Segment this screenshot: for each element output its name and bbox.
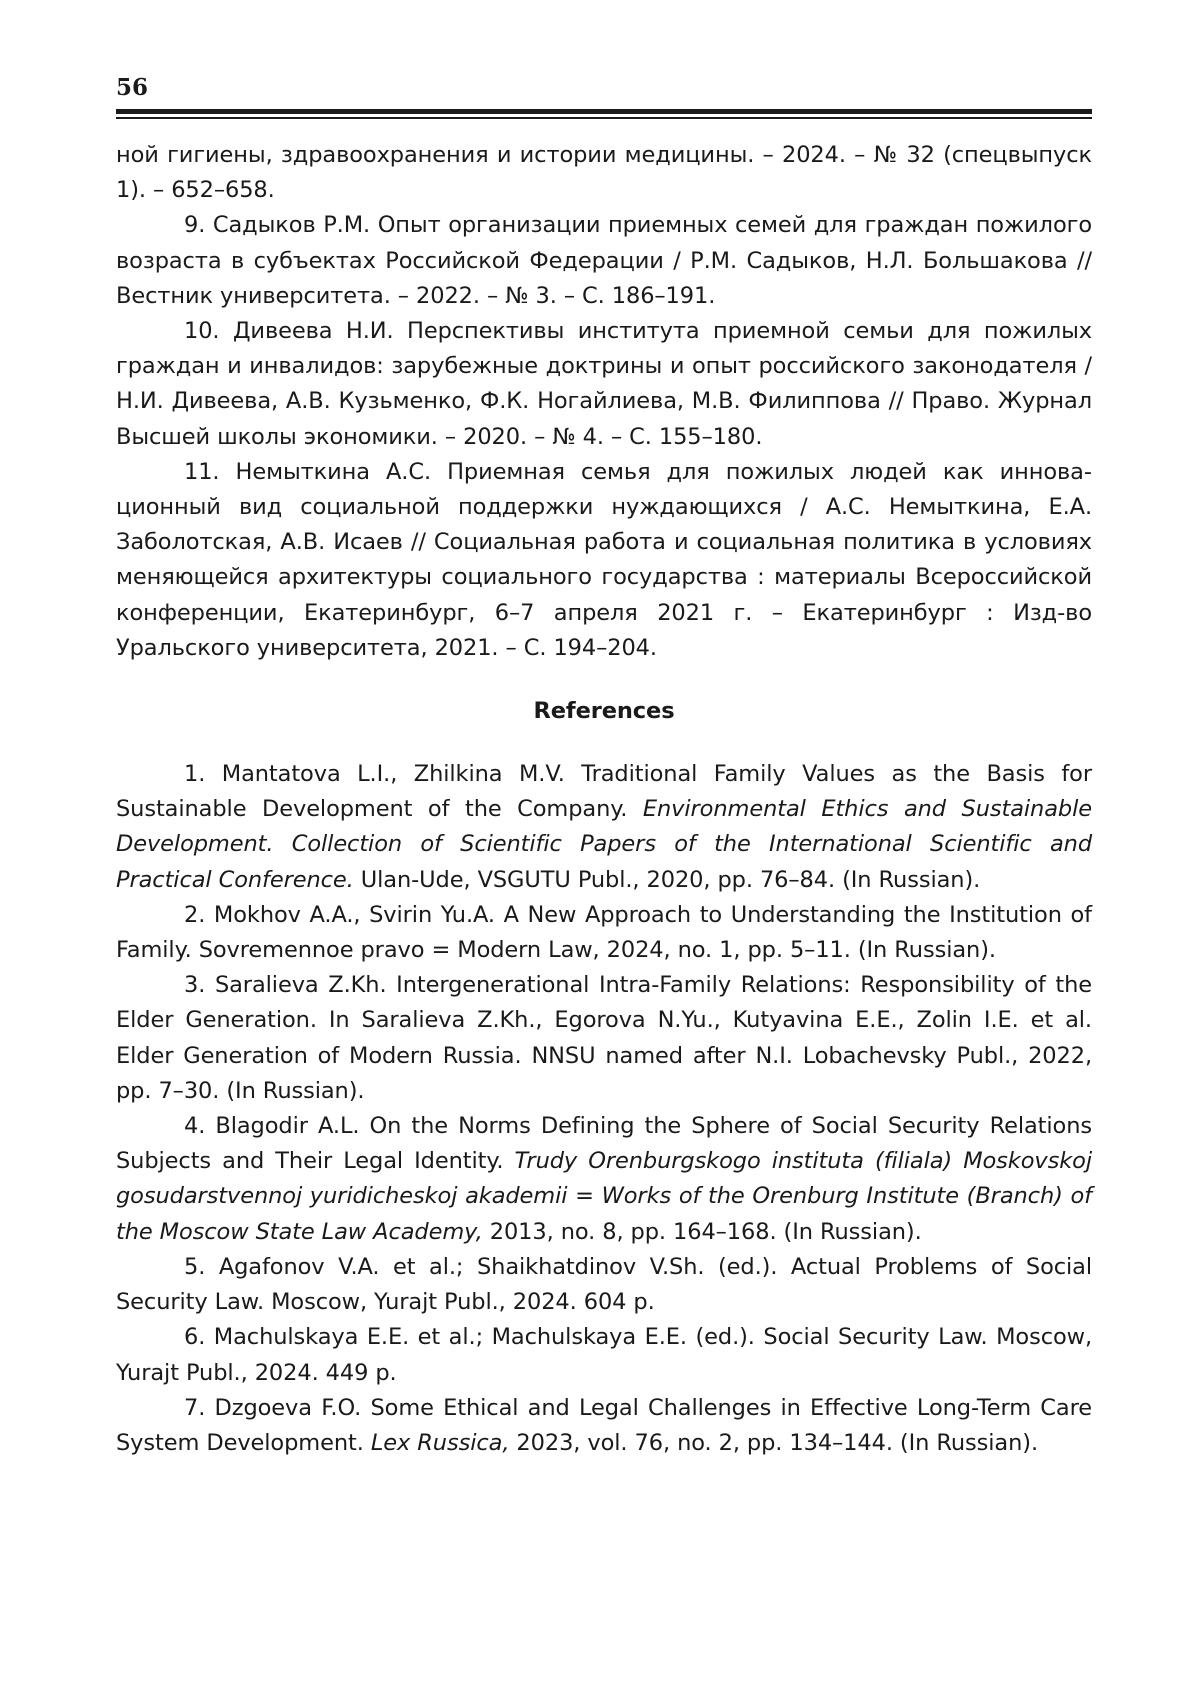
reference-source-italic: Trudy Orenburgskogo instituta (filiala) Moskovskoj gosudarstvennoj yuridicheskoj akademii = Works of the Orenburg Institute (Branch) of the Moscow State Law Academy, xyxy=(116,1148,1092,1245)
reference-en-1 xyxy=(116,757,1092,898)
header-rule-thick xyxy=(116,109,1092,114)
reference-text: 4. Blagodir A.L. On the Norms Defining the Sphere of Social Security Relations Subjects and Their Legal Identity. xyxy=(116,1113,1092,1175)
reference-ru-11: 11. Немыткина А.С. Приемная семья для пожилых людей как инновационный вид социальной поддержки нуждающихся / А.С. Немыткина, Е.А. Заболотская, А.В. Исаев // Социальная работа и социальная политика в условиях меняющейся архитектуры социального государства : материалы Всероссийской конференции, Екатеринбург, 6–7 апреля 2021 г. – Екатеринбург : Изд-во Уральского университета, 2021. – С. 194–204. xyxy=(116,458,1092,661)
reference-en-4 xyxy=(116,1109,1092,1250)
reference-en-6 xyxy=(116,1320,1092,1390)
reference-ru-10: 10. Дивеева Н.И. Перспективы института приемной семьи для пожилых граждан и инвалидов: зарубежные доктрины и опыт российского законодателя / Н.И. Дивеева, А.В. Кузьменко, Ф.К. Ногайлиева, М.В. Филиппова // Право. Журнал Высшей школы экономики. – 2020. – № 4. – С. 155–180. xyxy=(116,318,1092,450)
continuation-paragraph: ной гигиены, здравоохранения и истории медицины. – 2024. – № 32 (спецвыпуск 1). – 652–658. xyxy=(116,142,1092,204)
reference-text: 1. Mantatova L.I., Zhilkina M.V. Traditional Family Values as the Basis for Sustainable Development of the Company. xyxy=(116,761,1092,823)
reference-en-5 xyxy=(116,1250,1092,1320)
reference-text: 3. Saralieva Z.Kh. Intergenerational Intra-Family Relations: Responsibility of the Elder Generation. In Saralieva Z.Kh., Egorova N.Yu., Kutyavina E.E., Zolin I.E. et al. Elder Generation of Modern Russia. NNSU named after N.I. Lobachevsky Publ., 2022, pp. 7–30. (In Russian). xyxy=(116,972,1092,1104)
reference-en-2 xyxy=(116,898,1092,968)
reference-source-italic: Lex Russica, xyxy=(370,1429,510,1456)
reference-text: 5. Agafonov V.A. et al.; Shaikhatdinov V.Sh. (ed.). Actual Problems of Social Security Law. Moscow, Yurajt Publ., 2024. 604 p. xyxy=(116,1253,1092,1316)
references-heading: References xyxy=(533,698,675,725)
reference-text: 7. Dzgoeva F.O. Some Ethical and Legal Challenges in Effective Long-Term Care System Development. xyxy=(116,1394,1092,1456)
reference-en-3 xyxy=(116,968,1092,1109)
reference-source-italic: Environmental Ethics and Sustainable Development. Collection of Scientific Papers of the International Scientific and Practical Conference. xyxy=(116,796,1092,893)
reference-text: 6. Machulskaya E.E. et al.; Machulskaya E.E. (ed.). Social Security Law. Moscow, Yurajt Publ., 2024. 449 p. xyxy=(116,1324,1092,1386)
reference-text: 2013, no. 8, pp. 164–168. (In Russian). xyxy=(482,1218,922,1245)
page-content xyxy=(116,138,1092,1461)
page-number: 56 xyxy=(116,74,149,101)
header-rule-thin xyxy=(116,117,1092,119)
reference-text: 2. Mokhov A.A., Svirin Yu.A. A New Approach to Understanding the Institution of Family. Sovremennoe pravo = Modern Law, 2024, no. 1, pp. 5–11. (In Russian). xyxy=(116,901,1092,964)
reference-en-7 xyxy=(116,1391,1092,1461)
reference-text: Ulan-Ude, VSGUTU Publ., 2020, pp. 76–84. (In Russian). xyxy=(353,866,981,893)
reference-ru-9: 9. Садыков Р.М. Опыт организации приемных семей для граждан пожилого возраста в субъектах Российской Федерации / Р.М. Садыков, Н.Л. Большакова // Вестник университета. – 2022. – № 3. – С. 186–191. xyxy=(116,212,1092,309)
reference-text: 2023, vol. 76, no. 2, pp. 134–144. (In Russian). xyxy=(509,1429,1039,1456)
